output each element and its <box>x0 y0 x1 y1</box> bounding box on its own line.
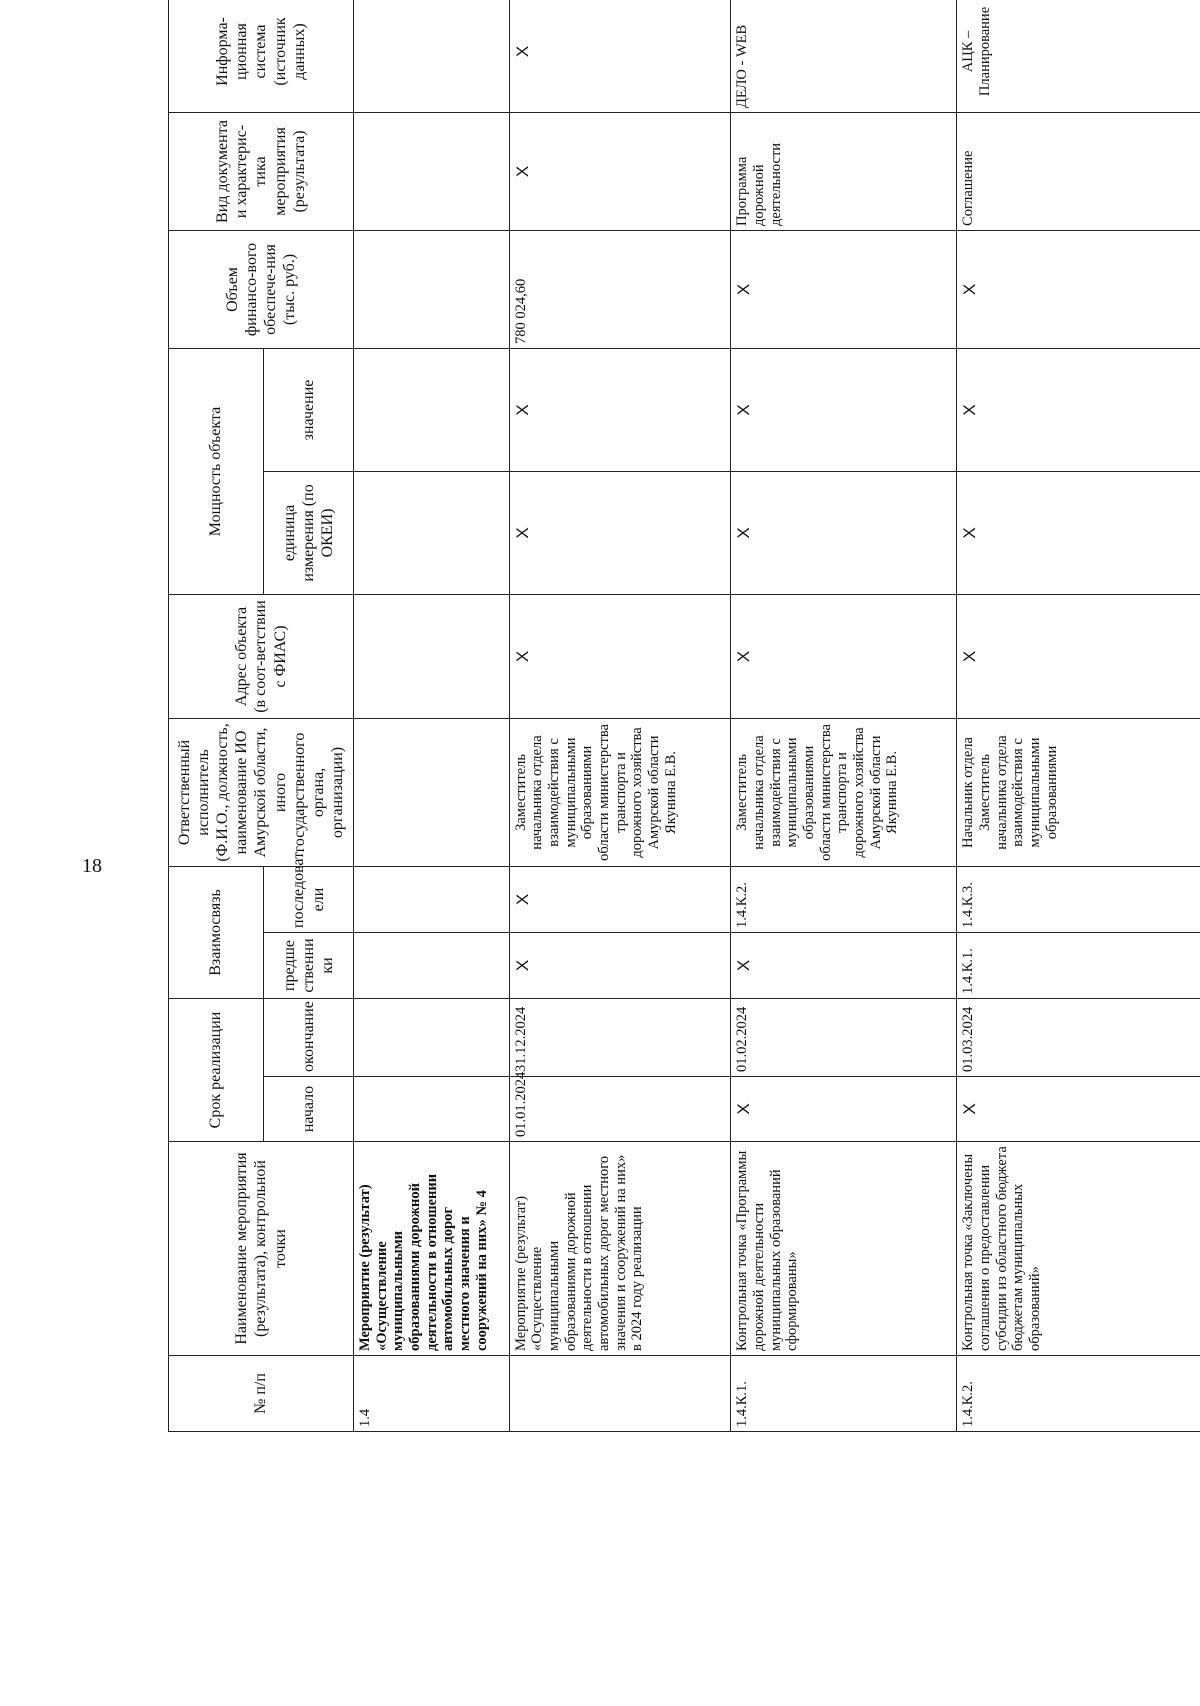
cell-unit: Х <box>509 471 731 594</box>
header-doc-type: Вид документа и характерис-тика мероприятия (результата) <box>169 112 354 230</box>
cell-address <box>354 594 510 718</box>
cell-doc <box>354 112 510 230</box>
page-number: 18 <box>82 855 102 877</box>
cell-funding: 780 024,60 <box>509 230 731 348</box>
cell-value: Х <box>957 348 1200 471</box>
cell-info: Х <box>509 0 731 112</box>
header-relation: Взаимосвязь <box>169 866 264 998</box>
header-period: Срок реализации <box>169 998 264 1141</box>
header-capacity: Мощность объекта <box>169 348 264 594</box>
cell-value <box>354 348 510 471</box>
rotated-table-wrapper <box>168 6 1200 1432</box>
header-end: окончание <box>264 998 354 1076</box>
cell-start: 01.01.2024 <box>509 1077 731 1142</box>
table-row <box>731 0 957 1432</box>
cell-responsible: Начальник отдела Заместитель начальника отдела взаимодействия с муниципальными образованиями <box>957 718 1200 866</box>
cell-name: Мероприятие (результат) «Осуществление муниципальными образованиями дорожной деятельности в отношении автомобильных дорог местного значения и сооружений на них» в 2024 году реализации <box>509 1142 731 1356</box>
header-address: Адрес объекта (в соот-ветствии с ФИАС) <box>169 594 354 718</box>
cell-address: Х <box>509 594 731 718</box>
cell-num: 1.4.К.2. <box>957 1356 1200 1432</box>
cell-info <box>354 0 510 112</box>
header-successors: последоват ели <box>264 866 354 932</box>
cell-end: 31.12.2024 <box>509 998 731 1076</box>
table-row <box>957 0 1200 1432</box>
cell-pred: Х <box>509 932 731 998</box>
header-info-system: Информа-ционная система (источник данных) <box>169 0 354 112</box>
cell-start <box>354 1077 510 1142</box>
cell-num <box>509 1356 731 1432</box>
cell-succ: 1.4.К.2. <box>731 866 957 932</box>
cell-succ: 1.4.К.3. <box>957 866 1200 932</box>
cell-unit: Х <box>957 471 1200 594</box>
cell-succ <box>354 866 510 932</box>
cell-num: 1.4.К.1. <box>731 1356 957 1432</box>
cell-name: Контрольная точка «Программы дорожной деятельности муниципальных образований сформированы» <box>731 1142 957 1356</box>
cell-info: ДЕЛО - WEB <box>731 0 957 112</box>
cell-end: 01.03.2024 <box>957 998 1200 1076</box>
header-unit: единица измерения (по ОКЕИ) <box>264 471 354 594</box>
cell-end: 01.02.2024 <box>731 998 957 1076</box>
header-num: № п/п <box>169 1356 354 1432</box>
activities-table <box>168 0 1200 1432</box>
cell-pred: 1.4.К.1. <box>957 932 1200 998</box>
cell-start: Х <box>957 1077 1200 1142</box>
cell-name: Контрольная точка «Заключены соглашения о предоставлении субсидии из областного бюджета бюджетам муниципальных образований» <box>957 1142 1200 1356</box>
header-start: начало <box>264 1077 354 1142</box>
cell-funding: Х <box>731 230 957 348</box>
cell-doc: Соглашение <box>957 112 1200 230</box>
table-row <box>354 0 510 1432</box>
header-responsible: Ответственный исполнитель (Ф.И.О., должность, наименование ИО Амурской области, иного государственного органа, организации) <box>169 718 354 866</box>
cell-name: Мероприятие (результат) «Осуществление муниципальными образованиями дорожной деятельности в отношении автомобильных дорог местного значения и сооружений на них» № 4 <box>354 1142 510 1356</box>
header-name: Наименование мероприятия (результата), контрольной точки <box>169 1142 354 1356</box>
cell-start: Х <box>731 1077 957 1142</box>
cell-pred <box>354 932 510 998</box>
header-predecessors: предше ственни ки <box>264 932 354 998</box>
cell-doc: Х <box>509 112 731 230</box>
cell-info: АЦК – Планирование <box>957 0 1200 112</box>
cell-doc: Программа дорожной деятельности <box>731 112 957 230</box>
cell-pred: Х <box>731 932 957 998</box>
cell-unit: Х <box>731 471 957 594</box>
cell-responsible: Заместитель начальника отдела взаимодействия с муниципальными образованиями области министерства транспорта и дорожного хозяйства Амурской области Якунина Е.В. <box>509 718 731 866</box>
header-row-top <box>169 0 264 1432</box>
cell-value: Х <box>731 348 957 471</box>
cell-address: Х <box>957 594 1200 718</box>
table-row <box>509 0 731 1432</box>
cell-unit <box>354 471 510 594</box>
cell-funding <box>354 230 510 348</box>
cell-end <box>354 998 510 1076</box>
header-funding: Объем финансо-вого обеспече-ния (тыс. руб.) <box>169 230 354 348</box>
cell-responsible <box>354 718 510 866</box>
header-value: значение <box>264 348 354 471</box>
cell-address: Х <box>731 594 957 718</box>
cell-funding: Х <box>957 230 1200 348</box>
cell-responsible: Заместитель начальника отдела взаимодействия с муниципальными образованиями области министерства транспорта и дорожного хозяйства Амурской области Якунина Е.В. <box>731 718 957 866</box>
cell-num: 1.4 <box>354 1356 510 1432</box>
cell-succ: Х <box>509 866 731 932</box>
cell-value: Х <box>509 348 731 471</box>
